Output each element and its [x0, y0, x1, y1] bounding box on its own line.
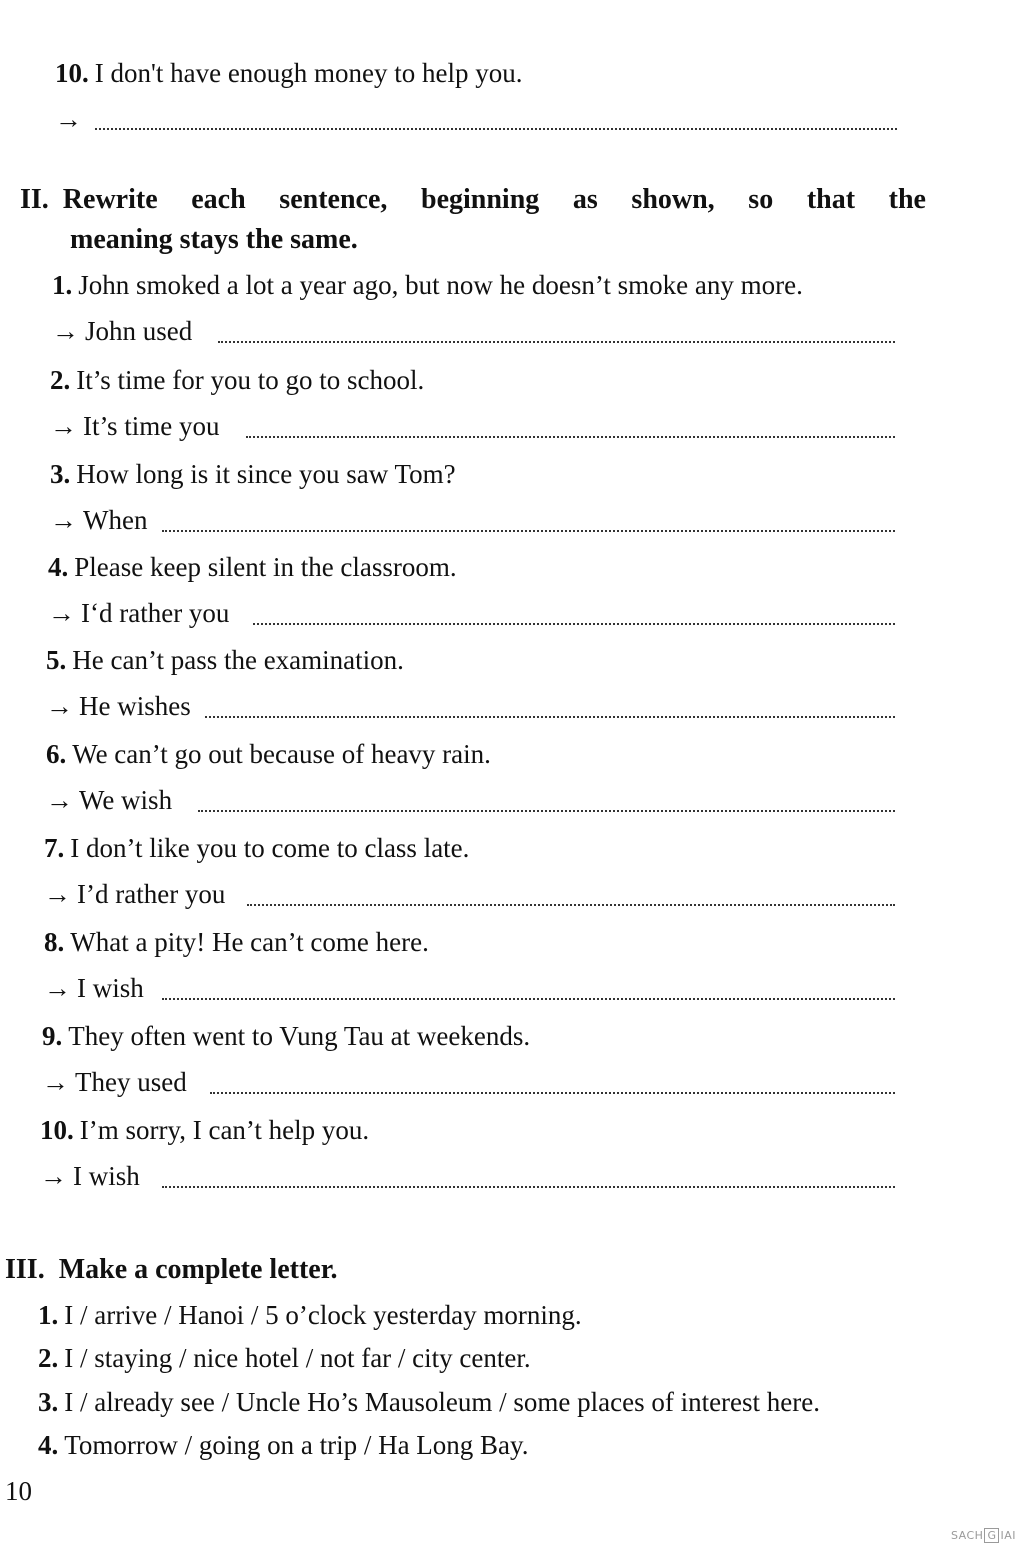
watermark-g-icon: G: [984, 1528, 999, 1543]
page-number: 10: [5, 1476, 32, 1506]
item-number: 1.: [38, 1300, 59, 1330]
answer-prompt: I wish: [77, 973, 144, 1003]
answer-prompt: I wish: [73, 1161, 140, 1191]
answer-dotted-line: [218, 341, 895, 343]
item-sentence: What a pity! He can’t come here.: [70, 927, 429, 957]
answer-dotted-line: [246, 436, 895, 438]
item-sentence: It’s time for you to go to school.: [76, 365, 425, 395]
answer-line: [42, 1065, 187, 1099]
answer-dotted-line: [205, 716, 895, 718]
section-heading: [5, 1250, 338, 1290]
exercise-item: [42, 1019, 530, 1053]
item-sentence: John smoked a lot a year ago, but now he doesn’t smoke any more.: [78, 270, 803, 300]
arrow-icon: →: [40, 1161, 67, 1191]
answer-line: [48, 596, 229, 630]
answer-prompt: When: [83, 505, 148, 535]
watermark-text: IAI: [1000, 1529, 1016, 1542]
answer-dotted-line: [198, 810, 895, 812]
exercise-item: [44, 925, 429, 959]
item-number: 4.: [38, 1430, 59, 1460]
item-number: 5.: [46, 645, 67, 675]
item-text: I / already see / Uncle Ho’s Mausoleum / some places of interest here.: [64, 1387, 820, 1417]
arrow-icon: →: [46, 691, 73, 721]
item-sentence: Please keep silent in the classroom.: [74, 552, 457, 582]
letter-prompt-item: [38, 1341, 531, 1375]
letter-prompt-item: [38, 1428, 529, 1462]
watermark-text: SACH: [950, 1529, 984, 1542]
exercise-item: [50, 457, 456, 491]
section-heading-text: Rewrite each sentence, beginning as shown, so that the: [62, 184, 926, 215]
exercise-item: [46, 737, 491, 771]
item-number: 3.: [38, 1387, 59, 1417]
answer-prompt: He wishes: [79, 691, 191, 721]
answer-dotted-line: [162, 530, 895, 532]
answer-prompt: They used: [75, 1067, 187, 1097]
item-number: 10.: [40, 1115, 74, 1145]
exercise-item: [44, 831, 469, 865]
section-heading-continuation: meaning stays the same.: [70, 224, 358, 255]
answer-dotted-line: [253, 623, 895, 625]
exercise-item: [55, 56, 523, 90]
item-number: 3.: [50, 459, 71, 489]
item-sentence: I’m sorry, I can’t help you.: [79, 1115, 370, 1145]
answer-prompt: It’s time you: [83, 411, 220, 441]
answer-line: [44, 877, 225, 911]
item-number: 9.: [42, 1021, 63, 1051]
answer-line: [52, 314, 192, 348]
item-number: 10.: [55, 58, 89, 88]
answer-prompt: We wish: [79, 785, 173, 815]
item-sentence: We can’t go out because of heavy rain.: [72, 739, 491, 769]
section-roman-numeral: III.: [5, 1254, 45, 1285]
exercise-item: [46, 643, 404, 677]
section-heading: [20, 180, 926, 220]
answer-dotted-line: [162, 998, 895, 1000]
item-number: 2.: [50, 365, 71, 395]
exercise-item: [40, 1113, 369, 1147]
answer-dotted-line: [247, 904, 895, 906]
item-number: 4.: [48, 552, 69, 582]
item-text: I / arrive / Hanoi / 5 o’clock yesterday morning.: [64, 1300, 582, 1330]
answer-prompt: John used: [85, 316, 193, 346]
answer-prompt: I’d rather you: [77, 879, 226, 909]
answer-line: [50, 409, 220, 443]
arrow-icon: →: [44, 973, 71, 1003]
exercise-item: [50, 363, 424, 397]
item-sentence: How long is it since you saw Tom?: [76, 459, 456, 489]
answer-line: [55, 102, 88, 136]
item-text: Tomorrow / going on a trip / Ha Long Bay.: [64, 1430, 529, 1460]
item-number: 7.: [44, 833, 65, 863]
item-sentence: They often went to Vung Tau at weekends.: [68, 1021, 531, 1051]
arrow-icon: →: [44, 879, 71, 909]
arrow-icon: →: [50, 411, 77, 441]
item-number: 2.: [38, 1343, 59, 1373]
answer-line: [46, 783, 172, 817]
arrow-icon: →: [48, 598, 75, 628]
answer-line: [40, 1159, 140, 1193]
exercise-item: [52, 268, 803, 302]
arrow-icon: →: [50, 505, 77, 535]
arrow-icon: →: [42, 1067, 69, 1097]
watermark-logo: [951, 1528, 1016, 1543]
item-number: 1.: [52, 270, 73, 300]
letter-prompt-item: [38, 1298, 582, 1332]
item-number: 8.: [44, 927, 65, 957]
arrow-icon: →: [46, 785, 73, 815]
answer-dotted-line: [95, 128, 897, 130]
item-number: 6.: [46, 739, 67, 769]
section-roman-numeral: II.: [20, 184, 49, 215]
arrow-icon: →: [52, 316, 79, 346]
exercise-item: [48, 550, 457, 584]
section-heading-text: Make a complete letter.: [58, 1254, 338, 1285]
answer-prompt: I‘d rather you: [81, 598, 230, 628]
item-sentence: I don't have enough money to help you.: [94, 58, 523, 88]
answer-dotted-line: [210, 1092, 895, 1094]
item-text: I / staying / nice hotel / not far / city center.: [64, 1343, 531, 1373]
arrow-icon: →: [55, 104, 82, 134]
answer-dotted-line: [162, 1186, 895, 1188]
item-sentence: He can’t pass the examination.: [72, 645, 404, 675]
item-sentence: I don’t like you to come to class late.: [70, 833, 470, 863]
answer-line: [46, 689, 191, 723]
letter-prompt-item: [38, 1385, 820, 1419]
answer-line: [50, 503, 147, 537]
answer-line: [44, 971, 144, 1005]
